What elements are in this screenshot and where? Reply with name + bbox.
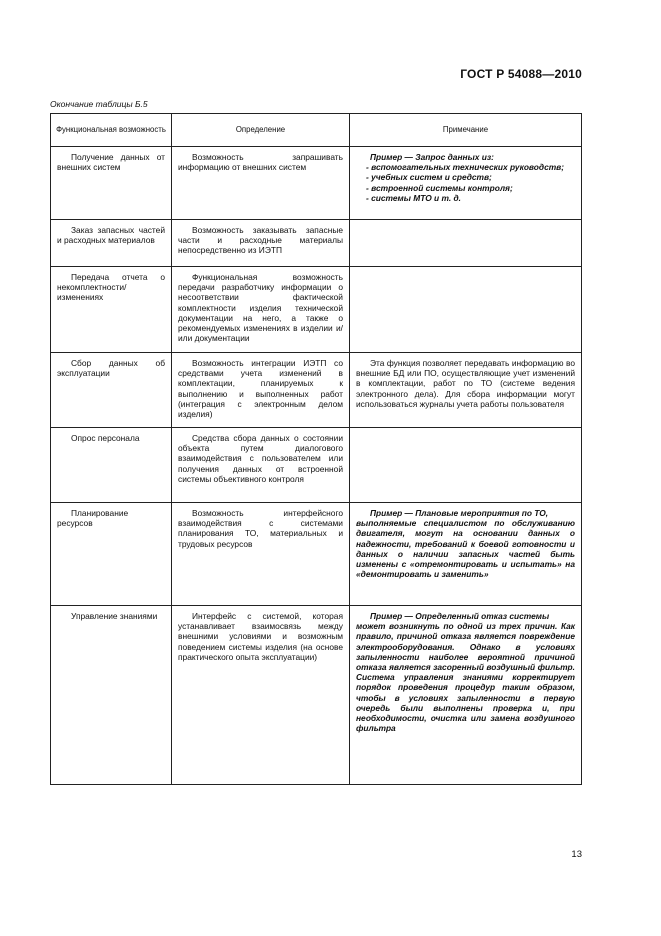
table-row — [51, 147, 582, 220]
definition-cell: Средства сбора данных о состоянии объекта путем диалогового взаимодействия с пользователем или получения данных от встроенной системы объективного контроля — [172, 428, 350, 503]
note-cell — [350, 606, 582, 785]
example-lead — [356, 508, 575, 518]
definition-cell: Возможность интеграции ИЭТП со средствами учета изменений в комплектации, планируемых к выполнению и выполненных работ (интеграция с электронным делом изделия) — [172, 353, 350, 428]
table-header-row — [51, 114, 582, 147]
definitions-table — [50, 113, 582, 785]
function-cell: Заказ запасных частей и расходных материалов — [51, 220, 172, 267]
example-list — [356, 162, 575, 203]
table-row — [51, 606, 582, 785]
example-label: Пример — Плановые мероприятия по ТО, — [370, 508, 549, 518]
definition-cell: Возможность интерфейсного взаимодействия с системами планирования ТО, материальных и трудовых ресурсов — [172, 503, 350, 606]
list-item: - вспомогательных технических руководств; — [366, 162, 565, 173]
list-item: - встроенной системы контроля; — [366, 182, 513, 193]
column-header-definition: Определение — [172, 114, 350, 147]
example-label: Пример — Запрос данных из: — [370, 152, 494, 162]
table-row — [51, 220, 582, 267]
table-row — [51, 353, 582, 428]
list-item: - учебных систем и средств; — [366, 172, 492, 183]
note-cell — [350, 147, 582, 220]
table-row — [51, 503, 582, 606]
example-body: может возникнуть по одной из трех причин. Как правило, причиной отказа является повреждение электрооборудования. Однако в условиях запыленности наиболее вероятной причиной отказа является засоренный воздушный фильтр. Система управления знаниями корректирует порядок проведения процедур таким образом, чтобы в условиях запыленности в первую очередь были выполнены проверка и, при необходимости, очистка или замена воздушного фильтра — [356, 621, 575, 734]
function-cell: Управление знаниями — [51, 606, 172, 785]
table-row — [51, 267, 582, 353]
definition-cell: Интерфейс с системой, которая устанавливает взаимосвязь между внешними условиями и возможным поведением системы изделия (на основе практического опыта эксплуатации) — [172, 606, 350, 785]
example-lead — [356, 152, 575, 162]
note-cell — [350, 353, 582, 428]
note-cell — [350, 428, 582, 503]
definition-cell: Функциональная возможность передачи разработчику информации о несоответствии фактической комплектности изделия технической документации на него, а также о рекомендуемых изменениях в изделии и/или документации — [172, 267, 350, 353]
example-lead — [356, 611, 575, 621]
page-number: 13 — [571, 849, 582, 860]
function-cell: Планирование ресурсов — [51, 503, 172, 606]
definition-cell: Возможность заказывать запасные части и расходные материалы непосредственно из ИЭТП — [172, 220, 350, 267]
function-cell: Передача отчета о некомплектности/изменениях — [51, 267, 172, 353]
function-cell: Получение данных от внешних систем — [51, 147, 172, 220]
function-cell: Опрос персонала — [51, 428, 172, 503]
example-label: Пример — Определенный отказ системы — [370, 611, 550, 621]
standard-code: ГОСТ Р 54088—2010 — [460, 67, 582, 81]
note-cell — [350, 503, 582, 606]
note-cell — [350, 220, 582, 267]
list-item: - системы МТО и т. д. — [366, 192, 461, 203]
column-header-function: Функциональная возможность — [51, 114, 172, 147]
definition-cell: Возможность запрашивать информацию от внешних систем — [172, 147, 350, 220]
column-header-note: Примечание — [350, 114, 582, 147]
example-body: выполняемые специалистом по обслуживанию двигателя, могут на основании данных о надежности, требований к боевой готовности и данных о наличии запасных частей быть изменены с «отремонтировать и испытать» на «демонтировать и заменить» — [356, 518, 575, 580]
note-cell — [350, 267, 582, 353]
function-cell: Сбор данных об эксплуатации — [51, 353, 172, 428]
table-row — [51, 428, 582, 503]
note-text: Эта функция позволяет передавать информацию во внешние БД или ПО, осуществляющие учет изменений в комплектации, работ по ТО (системе ведения электронного дела). Для сбора информации могут использоваться журналы учета работы пользователя — [356, 358, 575, 409]
table-caption: Окончание таблицы Б.5 — [50, 99, 148, 109]
